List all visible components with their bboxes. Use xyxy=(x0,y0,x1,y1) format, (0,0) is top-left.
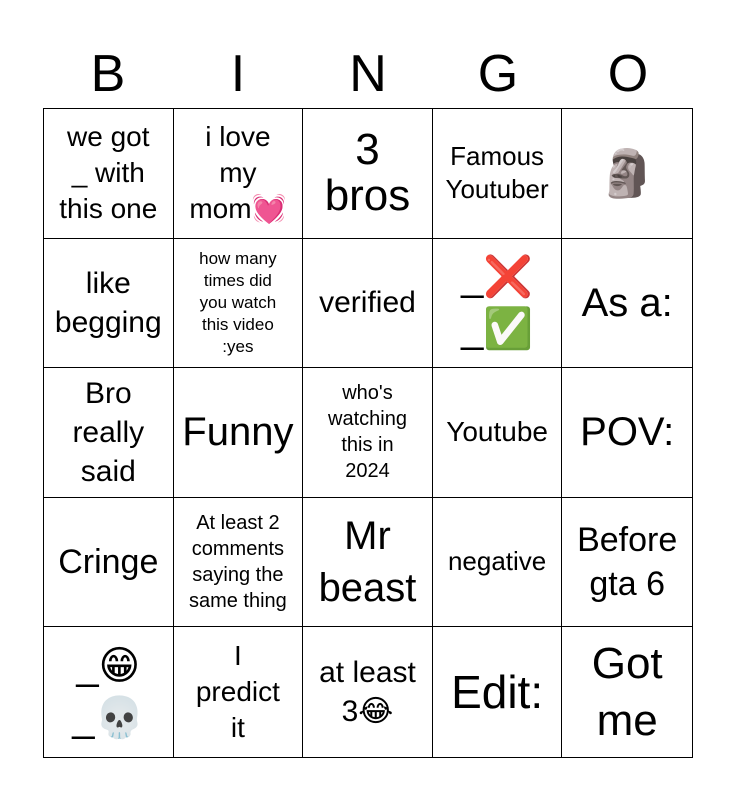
bingo-cell-g3[interactable] xyxy=(433,368,563,498)
bingo-cell-n2[interactable] xyxy=(303,239,433,369)
header-letter-g: G xyxy=(477,45,519,103)
bingo-cell-text: verified xyxy=(319,285,416,319)
bingo-cell-g2[interactable] xyxy=(433,239,563,369)
bingo-cell-text: who's watching this in 2024 xyxy=(328,382,407,483)
bingo-cell-i3[interactable] xyxy=(174,368,304,498)
bingo-cell-n5[interactable] xyxy=(303,627,433,757)
bingo-cell-text: As a: xyxy=(581,280,673,325)
bingo-cell-i2[interactable] xyxy=(174,239,304,369)
bingo-cell-g5[interactable] xyxy=(433,627,563,757)
bingo-board xyxy=(43,108,693,758)
bingo-cell-text: Youtube xyxy=(446,416,548,448)
bingo-cell-o4[interactable] xyxy=(562,498,692,628)
bingo-cell-text: POV: xyxy=(580,410,675,455)
bingo-cell-o2[interactable] xyxy=(562,239,692,369)
bingo-cell-text: _❌ _✅ xyxy=(461,254,534,351)
bingo-cell-o5[interactable] xyxy=(562,627,692,757)
bingo-cell-o3[interactable] xyxy=(562,368,692,498)
bingo-cell-i4[interactable] xyxy=(174,498,304,628)
bingo-cell-g4[interactable] xyxy=(433,498,563,628)
bingo-cell-b2[interactable] xyxy=(44,239,174,369)
header-letter-o: O xyxy=(607,45,649,103)
bingo-cell-n3[interactable] xyxy=(303,368,433,498)
bingo-cell-i1[interactable] xyxy=(174,109,304,239)
bingo-cell-text: we got _ with this one xyxy=(59,120,158,225)
bingo-cell-text: At least 2 comments saying the same thing xyxy=(188,512,287,613)
bingo-cell-o1[interactable] xyxy=(562,109,692,239)
bingo-cell-text: i love my mom💓 xyxy=(189,120,287,225)
bingo-cell-text: at least 3😂 xyxy=(319,656,416,729)
bingo-cell-b4[interactable] xyxy=(44,498,174,628)
bingo-cell-text: Famous Youtuber xyxy=(445,140,549,205)
header-letter-b: B xyxy=(90,45,126,103)
header-letter-i: I xyxy=(230,45,246,103)
bingo-cell-b5[interactable] xyxy=(44,627,174,757)
bingo-cell-text: how many times did you watch this video :yes xyxy=(199,248,277,357)
bingo-cell-text: Before gta 6 xyxy=(577,520,678,604)
bingo-cell-text: Funny xyxy=(182,410,294,455)
bingo-cell-text: Mr beast xyxy=(318,514,417,611)
bingo-cell-i5[interactable] xyxy=(174,627,304,757)
bingo-cell-text: Cringe xyxy=(58,542,159,581)
bingo-header xyxy=(43,40,693,108)
bingo-cell-text: Got me xyxy=(591,639,663,746)
bingo-cell-text: I predict it xyxy=(195,639,280,744)
bingo-cell-text: 3 bros xyxy=(324,125,411,221)
bingo-cell-n1[interactable] xyxy=(303,109,433,239)
header-letter-n: N xyxy=(349,45,387,103)
bingo-cell-text: negative xyxy=(447,546,547,577)
bingo-cell-b3[interactable] xyxy=(44,368,174,498)
bingo-cell-text: 🗿 xyxy=(598,146,656,199)
bingo-cell-text: like begging xyxy=(54,266,162,339)
bingo-cell-text: Bro really said xyxy=(72,376,145,488)
bingo-cell-text: _😁 _💀 xyxy=(72,644,145,741)
bingo-cell-n4[interactable] xyxy=(303,498,433,628)
bingo-cell-g1[interactable] xyxy=(433,109,563,239)
bingo-cell-text: Edit: xyxy=(451,665,544,718)
bingo-cell-b1[interactable] xyxy=(44,109,174,239)
